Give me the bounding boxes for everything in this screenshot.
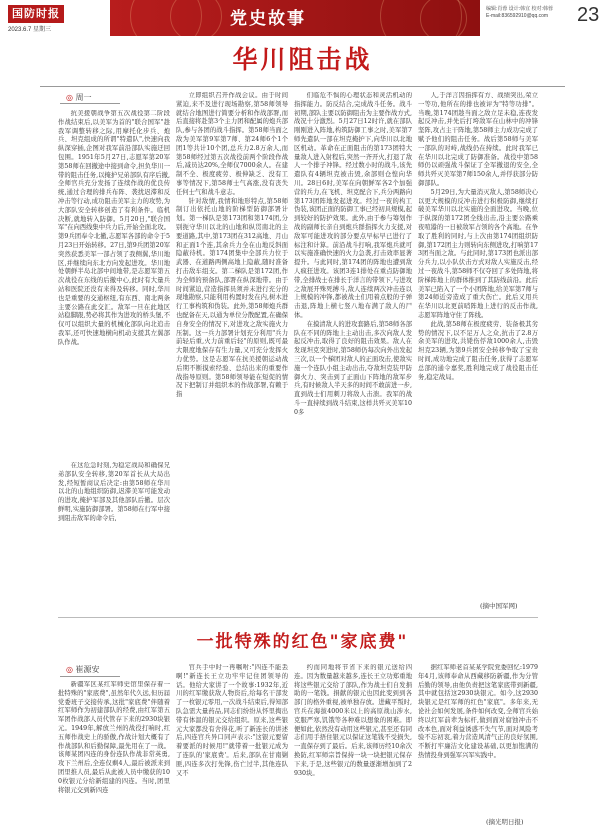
byline-marker: ◎ xyxy=(66,93,76,102)
article2-col4-text: 据红军师老首某某学院党委回忆:1979年4月,该师奉命从西藏移防新疆,作为分管后勤的领导,由他负责把这笔家底带到新疆,其中就包括这2930块银元。如今,这2930块银元是红军师的红色"家底"。多年来,无论社会如何发展,条件如何改变,全师官兵始终以红军前辈为标杆,做到面对腐蚀冲击不改本色,面对利益诱惑不失气节,面对风险考验不忘初衷,着力营造风清气正的良好氛围,不断打牢廉洁文化建设基础,以更加饱满的热情投身到强军兴军实践中。 xyxy=(418,664,538,759)
byline-rule xyxy=(60,103,120,104)
section-banner xyxy=(110,0,480,36)
email-line: E-mail:836592910@qq.com xyxy=(486,13,549,19)
article2-col3-text: 约而同地将节省下来的银元送给四连。因为数量越来越多,连长王立功郑重地将这些银元交给了部队,作为战士们自发捐助的一笔钱。捐献的银元也因此变到到各部门的格外重视,被单独存放。进藏平叛时,官兵在海拔4000米以上的高原战山涉水,克服严寒,饥饿等各种难以想象的困难。即便如此,依然没有动用这些银元,甚至还有同志们用手捂住银元以保证这笔钱不受损失,一直保存到了最后。后来,该师历经10余次换防,红军师宗旨保持一块一块把银元保存下来,于是,这些银元的数量逐渐增加到了2930块。 xyxy=(294,664,412,777)
byline-marker: ◎ xyxy=(66,665,76,674)
issue-date: 2023.6.7 星期三 xyxy=(8,27,52,33)
article2-column-4 xyxy=(418,664,538,814)
article2-column-2 xyxy=(176,664,288,829)
byline-rule-2 xyxy=(60,676,120,677)
article2-column-3 xyxy=(294,664,412,829)
article2-col2-text: 官兵手中时一再嘱咐:"四连不能丢啊!"新连长王立功牢牢记住团领导的话。他给大家讲了一个故事:1932年,近川的红军缴获敌人物资后,给每名干部发了一枚银元零用,一次战斗结束后,得知部队急需大量药品,同志们纷纷从怀里掏出带有体温的银元交给组织。原来,这些银元大家都没有舍得花,听了新连长的讲述后,四连官兵异口同声表示:"这银元要留着要派的时候用!"就带着一批银元成为了连队的'家底费'。后来,部队在甘南剿匪,四连多次打先锋,伤亡过半,其他连队又不 xyxy=(176,664,288,777)
editor-line: 编辑:肖蓉 设计:韩宜 校对:韩蓉 xyxy=(486,6,553,12)
article1-col3-text: 们临危不惧的心理状态和灵活机动的指挥能力。防反结合,完成战斗任务。战斗初期,部队主要以防御阻击为主要作战方式,战况十分激烈。5月27日12时许,就在部队刚刚进入阵地,构筑防御工事之时,美军第7师先遣队一部在坦克掩护下,向华川以北地区机动。革命在正面阻击的第173团特大量敌人进入射程后,突然一齐开火,打退了敌人一个排子冲锋。经过数小时的战斗,该先遣队有4辆坦克被击毁,余部则仓惶向华川。28日6时,美军在向朝鲜军各2个加强营的兵力,在飞机、坦克配合下,兵分两路向第173团阵地发起进攻。经过一夜的构工伪装,该团正面的防御工事已经初具规模,起到较好的防护效果。此外,由于参与筹划作战的副师长亲自到炮兵群指挥火力支援,对敌军可能进攻的部分要点早标早已进行了标注和计算。前沿战斗打响,我军炮兵就可以实施准确快速的火力急袭,打击效率显著提升。与此同时,第174团的阵地也遭到敌人疯狂进攻。该团3连1排处在重点防御地带,全排战士在排长于洋言的带领下,与进攻之敌展开殊死搏斗,敌人连续两次冲击连以上规模的冲锋,都被战士们用着点般的子弹击退,阵地上横七竖八地布满了敌人的尸体。 xyxy=(294,92,412,319)
article1-title: 华川阻击战 xyxy=(232,45,373,74)
article2-col1-text: 新疆军区某红军师史馆里保存着一批特殊的"家底费",虽然年代久远,但历届党委班子交接传承,这批"家底费"伴随着红军师作为初建部队的经费,由红军第五军团作战部人员代管存下来的2930块银元。1949年,解放兰州的战役打响时,红五师作战史上的骄傲,作战计划大概有了作战部队和后勤保障,最先用在了一战。该师某团四连的身份连队作战非常英勇,攻下兰州后,全连仅剩4人,最后被派来到团里推人员,最后从此被人员中缴获的100枚银元分给新组建的四连。当时,团里将银元交到新四连 xyxy=(58,681,170,794)
article1-source: (摘中国军网) xyxy=(480,602,518,610)
article1-column-2 xyxy=(176,92,288,612)
article2-title: 一批特殊的红色"家底费" xyxy=(196,632,409,652)
article1-col1b-text: 在这危急时刻,为稳定战局和确保兄弟部队安全转移,第20军首长从大局出发,经短暂商议后决定:由第58师在华川以北的山地组织防御,迟滞美军可能发动的进攻,掩护军部及其他部队后撤。层次鲜明,实施防御部署。第58师在行军中接到阻击敌军的命令后, xyxy=(58,462,170,522)
article1-column-3 xyxy=(294,92,412,612)
article1-col1-text: 抗美援朝战争第五次战役第二阶段作战结束后,以美军为首的"联合国军"趁我军调整转移之际,用摩托化步兵、炮兵、坦克组成的所谓"特遣队",快速向我纵深穿插,企图对我军前沿部队实施迂回包围。1951年5月27日,志愿军第20军第58师在回撤途中接到命令,担负华川一带的阻击任务,以掩护兄弟部队有序后撤,全师官兵充分发扬了连续作战的优良传统,通过合理的排兵布阵、袭扰迟滞和反冲击等行动,成功阻击美军主力的攻势,为大部队安全转移创造了有利条件。临机决断,就地转入防御。5月20日,"联合国军"在向西线集中兵力后,开始全面北攻。第9兵团奉令北撤,志愿军各部的命令于5月23日开始转移。27日,第9兵团第20军突然获悉美军一部占领了我侧翼,华川地区,并继续向东北方向发起进攻。华川地处朝鲜半岛北部中间地带,是志愿军第五次战役在东线的后撤中心,此时有大量兵站和医院还没有来得及转移。同时,华川也是重要的交通枢纽,有东西、南北两条主要公路在此交汇。敌军一旦在此地区站稳脚跟,势必将其作为进攻的桥头堡,不仅可以组织大量的机械化部队向北追击我军,还可快速地横向机动支援其左翼部队作战。 xyxy=(58,110,170,346)
article-divider xyxy=(58,617,538,618)
article1-col4b-text: 5月29日,为大量消灭敌人,第58师决心以更大规模的反冲击进行积极防御,继续打破美军华川以北实施的全面进攻。当晚,位于纵深的第172团全线出击,沿主要公路乘夜喧嚣的一日被敌军占领的各个高地。在争取了胜利的同时,与上次由第174团组织防御,第172团主力则转向东侧进攻,打响第173团当面之敌。与此同时,第173团也派出部分兵力,以小队伏击方式对敌人实施反击,经过一夜战斗,第58师不仅夺回了多处阵地,将阶梯阵地上的群体推到了其防线前沿。此后美军已陷入了一个小团阵地,给美军第7师与第24师近旁造成了重大伤亡。此后又用兵在华川以北更前哨阵地上进行的反击作战,志愿军阵地守住了阵线。 xyxy=(418,188,538,319)
section-title: 党史故事 xyxy=(230,9,306,29)
article1-col3b-text: 在摸清敌人的进攻套路后,第58师各部队在不同的阵地上主动出击,多次向敌人发起反冲击,取得了良好的阻击效果。敌人在发现坦克突进时,第58师仍每次向外出发起三次,以一个梯团对敌人的正面攻击,使敌实施一个连队小组主动出击,夺敌坦克装甲防御火力、突击到了正面山下阵地的敌军步兵,有时候敌人半天多的时间不敢前进一步,直到战士们用刺刀将敌人击溃。我军的战斗一直持续到战斗结束,这样共歼灭美军100多 xyxy=(294,320,412,416)
article1-column-4 xyxy=(418,92,538,597)
article1-col2b-text: 针对敌情,我情和地形特点,第58师制订出依托山地的阶梯型防御部署计划。第一梯队是第173团和第174团,分别扼守华川以北的山地和纵贯南北的主要道路,其中,第173团在312高地、月山和正面1个连,其余兵力全在山地反斜面隐蔽待机。第174团集中全部兵力位于武器、在道路两侧高地上隐蔽,随时准备打击敌车组支。第二梯队是第172团,作为全师的预备队,部署在纵深地带。由于时间紧迫,营造指挥员须并未进行充分的现地勘察,只能利用构置时发在内,树木进行工事构筑和伪装。此外,第58师炮兵群也配备在天,以通为单位分散配置,在确保自身安全的情况下,对进攻之敌实施火力压制。这一兵力部署计划充分利用"兵力前轻后重,火力前重后轻"的原则,既可最大限度地保存有生力量,又可充分发挥火力优势。这是志愿军在抗美援朝运动战后期不断摸索经验、总结出来的重要作战指导原则。第58师领导能在短促的情况下把制订并组织本的作战部署,有赖于指 xyxy=(176,197,288,399)
page-header xyxy=(0,0,605,36)
article1-col4-text: 人,于洋言因指挥有方、战绩突出,荣立一等功,他所在的排也被评为"特等功排"。当晚,第174团趁当面之敌立足未稳,连夜发起反冲击,并先后打垮敌军在山林中的冲锋坚阵,攻占主干阵地,第58师主力成功完成了赋予他们的阻击任务。战后第58师与美军一部队的对峙,战线仍在持续。此时我军已在华川以北完成了防御准备。战役中第58师仍以顽强战斗保证了全军撤退的安全,全师共歼灭美军第7师150余人,并俘获部分防御部队。 xyxy=(418,92,538,187)
article1-col4c-text: 此战,第58师在极度疲劳、装备极其劣势的情况下,以不足万人之众,抗击了2.8万余美军的进攻,共毙伤俘敌1000余人,击毁坦克23辆,为第9兵团安全转移争取了宝贵时间,成功地完成了阻击任务,获得了志愿军总部的通令嘉奖,胜利地完成了战役阻击任务,稳定战局。 xyxy=(418,320,538,381)
article2-byline: ◎ 崔源安 xyxy=(66,665,100,674)
newspaper-logo: 国防时报 xyxy=(8,5,64,23)
article1-column-1b xyxy=(58,462,170,612)
title-rule xyxy=(40,86,565,87)
article1-byline: ◎ 周一 xyxy=(66,93,92,102)
editor-meta xyxy=(486,6,553,20)
article2-column-1 xyxy=(58,681,170,829)
article2-source: (摘光明日报) xyxy=(486,818,524,826)
page-number: 23 xyxy=(577,4,600,26)
article1-col2-text: 立即组织召开作战会议。由于时间紧迫,来不及进行现场勘察,第58师领导就结合地图进行简要分析和作战部署,而后直接将赴第3个主力团和配属的炮兵部队,参与各团的战斗指挥。第58师当面之敌为美军第9军第7师、第24师6个1个团1等共计10个团,总兵力2.8万余人,而第58师经过第五次战役前两个阶段作战后,减员达20%,全师仅7000余人。在建制不全、极度疲劳、极伸缺乏、没有工事等情况下,第58师士气高涨,没有丧失任何士气和战斗意志。 xyxy=(176,92,288,196)
